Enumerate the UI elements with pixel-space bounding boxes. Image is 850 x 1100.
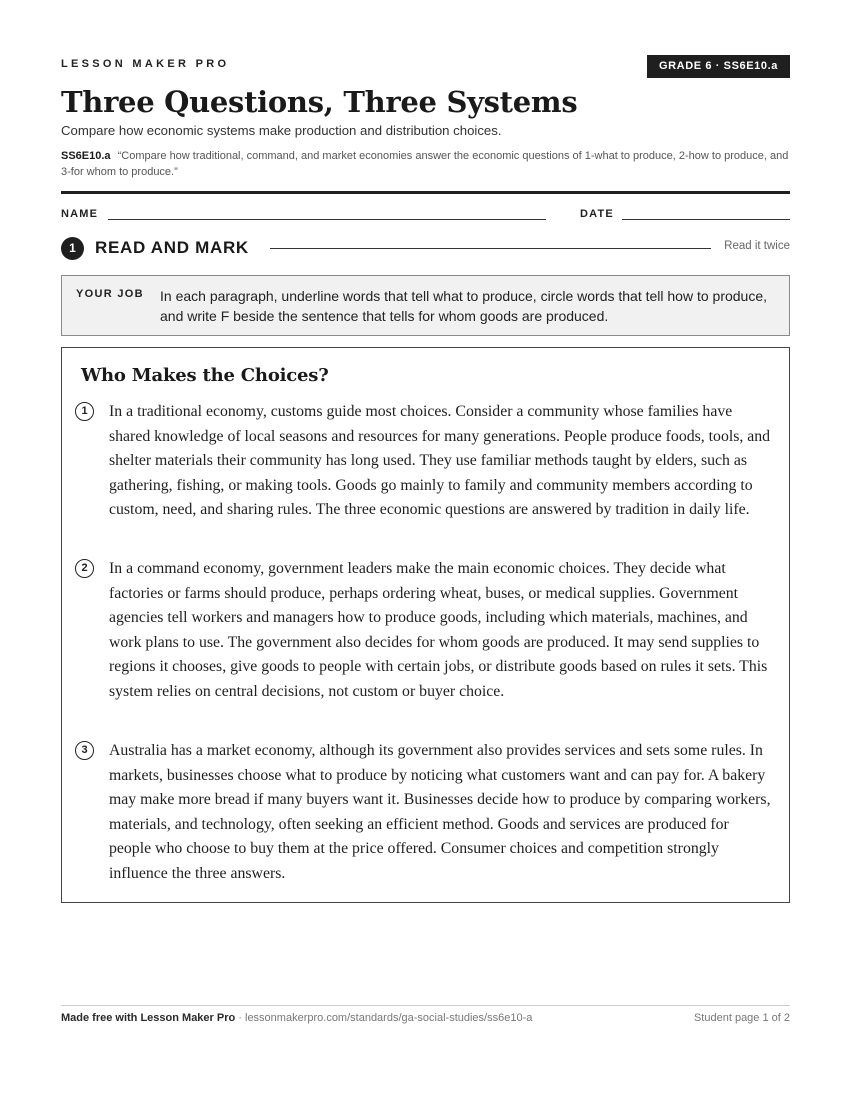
section-number-badge: 1 xyxy=(61,237,84,260)
paragraph-number-badge: 2 xyxy=(75,559,94,578)
name-field[interactable] xyxy=(108,219,546,220)
instructions-text: In each paragraph, underline words that tell what to produce, circle words that tell how to produce, and write F beside the sentence that tells for whom goods are produced. xyxy=(160,288,768,324)
footer-page-number: Student page 1 of 2 xyxy=(693,1012,790,1024)
reading-passage xyxy=(61,347,790,903)
standard-text: “Compare how traditional, command, and market economies answer the economic questions of 1-what to produce, 2-how to produce, and 3-for whom to produce.” xyxy=(61,150,789,178)
standard-code: SS6E10.a xyxy=(61,150,111,162)
page-title: Three Questions, Three Systems xyxy=(61,85,578,119)
standard-statement xyxy=(61,148,790,180)
page-subtitle: Compare how economic systems make production and distribution choices. xyxy=(61,123,502,138)
grade-badge: GRADE 6 · SS6E10.a xyxy=(647,55,790,78)
brand-wordmark: LESSON MAKER PRO xyxy=(61,58,230,70)
footer-separator: · xyxy=(235,1012,245,1024)
paragraph-number-badge: 1 xyxy=(75,402,94,421)
footer-made-with: Made free with Lesson Maker Pro xyxy=(61,1012,236,1024)
footer-credit xyxy=(61,1012,532,1024)
section-title: READ AND MARK xyxy=(95,238,249,257)
name-label: NAME xyxy=(61,208,99,220)
header-bar xyxy=(61,55,790,79)
date-field[interactable] xyxy=(622,219,790,220)
paragraph-text: In a command economy, government leaders make the main economic choices. They decide what factories or farms should produce, perhaps ordering wheat, buses, or medical supplies. Government agencies tell workers and managers how to produce goods, including which materials, machines, and work plans to use. The government also decides for whom goods are produced. It may send supplies to regions it chooses, give goods to people with certain jobs, or distribute goods based on rules it sets. This system relies on central decisions, not custom or buyer choice. xyxy=(109,560,768,700)
footer-url[interactable]: lessonmakerpro.com/standards/ga-social-studies/ss6e10-a xyxy=(245,1012,533,1024)
instructions-label: YOUR JOB xyxy=(76,288,144,300)
paragraph-text: Australia has a market economy, although its government also provides services and sets some rules. In markets, businesses choose what to produce by noticing what customers want and can pay for. A bakery may make more bread if many buyers want it. Businesses decide how to produce by comparing workers, materials, and technology, often seeking an efficient method. Goods and services are produced for people who choose to buy them at the price offered. Consumer choices and competition strongly influence the three answers. xyxy=(109,742,771,882)
instructions-box xyxy=(61,275,790,336)
date-label: DATE xyxy=(580,208,614,220)
section-rule xyxy=(270,248,711,249)
section-header xyxy=(61,237,790,259)
paragraph-text: In a traditional economy, customs guide most choices. Consider a community whose families have shared knowledge of local seasons and resources for many generations. People produce foods, tools, and shelter materials their community has long used. They use familiar methods taught by elders, such as gathering, fishing, or making tools. Goods go mainly to family and community members according to custom, need, and sharing rules. The three economic questions are answered by tradition in daily life. xyxy=(109,403,771,519)
passage-title: Who Makes the Choices? xyxy=(81,365,329,386)
section-note: Read it twice xyxy=(724,240,790,252)
footer-divider xyxy=(61,1005,790,1006)
header-divider xyxy=(61,191,790,194)
paragraph-number-badge: 3 xyxy=(75,741,94,760)
name-date-row xyxy=(61,206,790,222)
